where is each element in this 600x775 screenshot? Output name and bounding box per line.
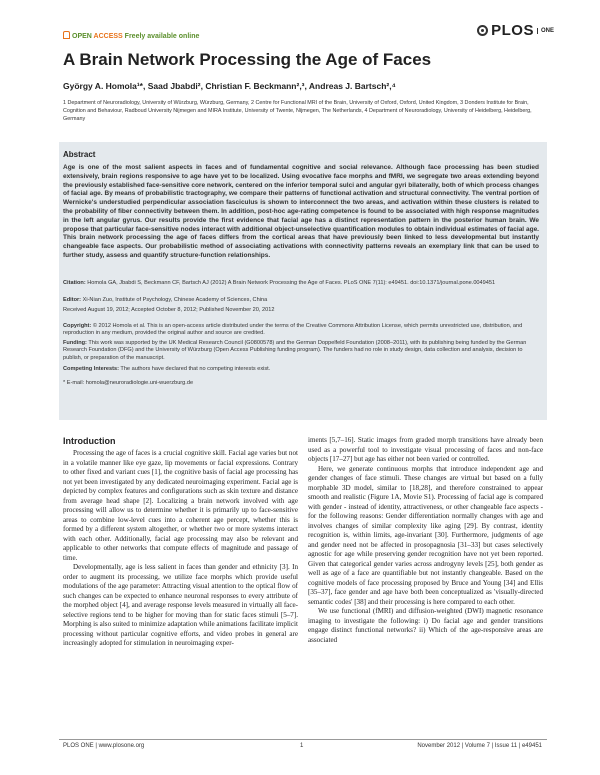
- publication-dates: Received August 19, 2012; Accepted October 8, 2012; Published November 20, 2012: [63, 307, 275, 313]
- abstract-heading: Abstract: [63, 150, 96, 159]
- affiliations: 1 Department of Neuroradiology, University of Würzburg, Würzburg, Germany, 2 Centre for Functional MRI of the Brain, University of Oxford, Oxford, United Kingdom, 3 Donders Institute for Brain, Cognition and Behaviour, Radboud University Nijmegen and MIRA Institute, University of Twente, Nijmegen, The Netherlands, 4 Department of Neuroradiology, University of Heidelberg, Heidelberg, Germany: [63, 100, 532, 122]
- paragraph: Processing the age of faces is a crucial cognitive skill. Facial age varies but not in a volatile manner like eye gaze, lip movements or facial expressions. Contrary to other fixed and variant cues [1], the cognitive basis of facial age processing has not yet been investigated by any dedicated neuroimaging experiment. Facial age is depicted by complex features and configurations such as skin texture and distance from average head shape [2]. Localizing a brain network involved with age processing will allow us to determine whether it is primarily up to face-sensitive areas to combine low-level cues into a coherent age percept, whether this is formed by a different system altogether, or whether two or more systems interact with each other. Additionally, facial age processing may also be relevant and applicable to other networks that compute effects of magnitude and passage of time.: [63, 449, 298, 562]
- paragraph: Developmentally, age is less salient in faces than gender and ethnicity [3]. In order to augment its processing, we utilize face morphs which provide useful modulations of the age parameter: Attracting visual attention to the optical flow of such changes can be expected to enhance neuronal responses to every attribute of the morphed object [4], and average response levels measured in virtually all face-selective regions tend to be higher for moving than for static faces stimuli [5–7]. Morphing is also suited to minimize adaptation while animations facilitate implicit processing without particular cognitive efforts, and video probes in general are increasingly adopted for stimulation in neuroimaging exper-: [63, 563, 298, 647]
- funding: Funding: This work was supported by the UK Medical Research Council (G0800578) and the German Doppelfeld Foundation (2008–2011), with its publishing being funded by the German Research Foundation (DFG) and the University of Würzburg (Open Access Publishing funding program). The funders had no role in study design, data collection and analysis, decision to publish, or preparation of the manuscript.: [63, 340, 527, 361]
- open-lock-icon: [63, 31, 70, 39]
- plos-sun-icon: [477, 25, 488, 36]
- abstract-text: Age is one of the most salient aspects in faces and of fundamental cognitive and social relevance. Although face processing has been studied extensively, brain regions responsive to age have yet to be localized. Using evocative face morphs and fMRI, we segregate two areas extending beyond the previously established face-sensitive core network, centered on the inferior temporal sulci and angular gyri bilaterally, both of which process changes of facial age. By means of probabilistic tractography, we compare their patterns of functional activation and structural connectivity. The ventral portion of Wernicke's understudied perpendicular association fasciculus is shown to interconnect the two areas, and activation within these clusters is related to the probability of fiber connectivity between them. In addition, post-hoc age-rating competence is found to be associated with high response magnitudes in the left angular gyrus. Our results provide the first evidence that facial age has a distinct representation pattern in the posterior human brain. We propose that particular face-sensitive nodes interact with additional object-unselective quantification modules to obtain individual estimates of facial age. This brain network processing the age of faces differs from the cortical areas that have previously been linked to less developmental but instantly changeable face aspects. Our probabilistic method of associating activations with connectivity patterns reveals an exemplary link that can be used to further study, assess and quantify structure-function relationships.: [63, 164, 539, 259]
- journal-logo: PLOS ONE: [477, 22, 554, 39]
- author-list: György A. Homola¹*, Saad Jbabdi², Christian F. Beckmann²,³, Andreas J. Bartsch²,⁴: [63, 81, 396, 91]
- article-title: A Brain Network Processing the Age of Faces: [63, 50, 432, 69]
- editor: Editor: Xi-Nian Zuo, Institute of Psychology, Chinese Academy of Sciences, China: [63, 297, 268, 303]
- footer-issue: November 2012 | Volume 7 | Issue 11 | e49451: [417, 743, 542, 749]
- left-column: [63, 449, 298, 649]
- footer-divider: [59, 739, 547, 740]
- paragraph: Here, we generate continuous morphs that introduce independent age and gender changes of face stimuli. These changes are virtual but based on a fully morphable 3D model, similar to [18,28], and therefore constrained to appear smooth and realistic (Figure 1A, Movie S1). Processing of facial age is compared with gender - instead of identity, attractiveness, or other changeable face aspects - for the following reasons: Gender differentiation normally changes with age and involves changes of similar complexity like aging [29]. By contrast, identity recognition is, within limits, age-invariant [30]. Furthermore, judgments of age and gender need not be affected in prosopagnosia [31–33] but cases selectively agnostic for age while preserving gender recognition have not yet been reported. Given that categorical gender varies across androgyny levels [25], both gender as well as age of a face are quantifiable but not instantly changeable. Based on the cognitive models of face processing proposed by Bruce and Young [34] and Ellis [35–37], face gender and age have both been conceptualized as 'visually-directed semantic codes' [38] and their processing is here compared to each other.: [308, 464, 543, 606]
- paragraph: iments [5,7–16]. Static images from graded morph transitions have already been used as a powerful tool to investigate visual processing of faces and non-face objects [17–27] but age has either not been varied or controlled.: [308, 436, 543, 463]
- copyright: Copyright: © 2012 Homola et al. This is an open-access article distributed under the terms of the Creative Commons Attribution License, which permits unrestricted use, distribution, and reproduction in any medium, provided the original author and source are credited.: [63, 323, 523, 337]
- page-number: 1: [300, 743, 304, 749]
- competing-interests: Competing Interests: The authors have declared that no competing interests exist.: [63, 366, 271, 372]
- footer-journal[interactable]: PLOS ONE | www.plosone.org: [63, 743, 145, 749]
- citation: Citation: Homola GA, Jbabdi S, Beckmann CF, Bartsch AJ (2012) A Brain Network Processing the Age of Faces. PLoS ONE 7(11): e49451. doi:10.1371/journal.pone.0049451: [63, 280, 496, 286]
- introduction-heading: Introduction: [63, 436, 116, 446]
- open-access-badge: OPEN ACCESS Freely available online: [63, 31, 199, 40]
- contact-email[interactable]: * E-mail: homola@neuroradiologie.uni-wuerzburg.de: [63, 380, 194, 386]
- oa-text: Freely available online: [124, 33, 200, 40]
- right-column: [308, 436, 543, 645]
- paragraph: We use functional (fMRI) and diffusion-weighted (DWI) magnetic resonance imaging to investigate the following: i) Do facial age and gender transitions engage distinct functional networks? ii) Which of the age-responsive areas are associated: [308, 607, 543, 644]
